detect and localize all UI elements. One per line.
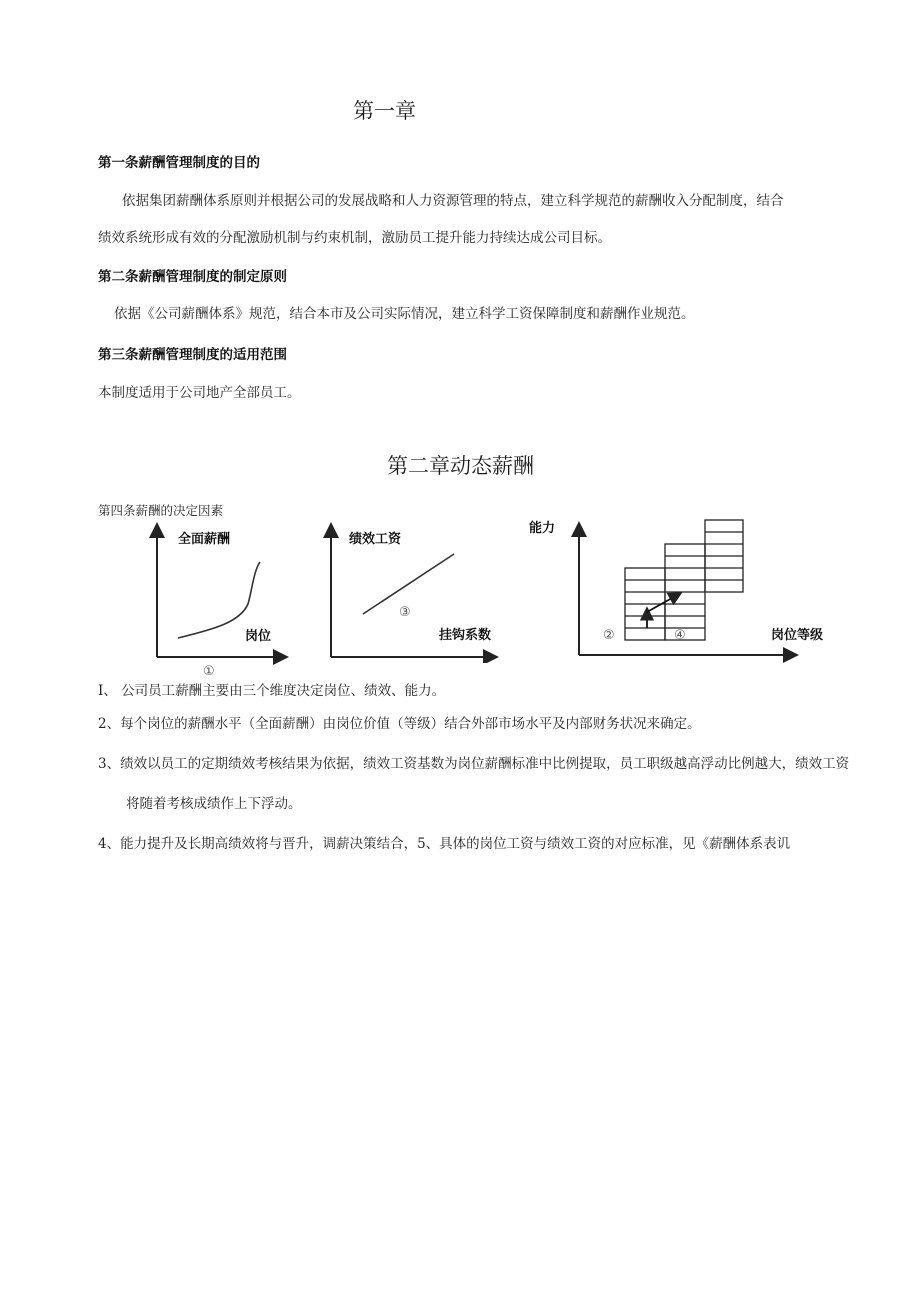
list-item-continuation: 将随着考核成绩作上下浮动。	[126, 796, 302, 812]
list-item: 3、绩效以员工的定期绩效考核结果为依据，绩效工资基数为岗位薪酬标准中比例提取，员工职级越高浮动比例越大，绩效工资	[98, 756, 850, 772]
paragraph-line: 绩效系统形成有效的分配激励机制与约束机制，激励员工提升能力持续达成公司目标。	[98, 230, 611, 246]
paragraph-line: 依据集团薪酬体系原则并根据公司的发展战略和人力资源管理的特点，建立科学规范的薪酬收入分配制度，结合	[122, 193, 784, 209]
x-axis-label: 岗位等级	[771, 628, 824, 643]
article-heading: 第三条薪酬管理制度的适用范围	[98, 347, 287, 363]
list-item: I、 公司员工薪酬主要由三个维度决定岗位、绩效、能力。	[98, 683, 446, 699]
article-heading: 第四条薪酬的决定因素	[98, 503, 224, 518]
performance-pay-diagram	[315, 518, 500, 663]
x-axis-label: 岗位	[245, 629, 272, 644]
marker-1: ①	[203, 664, 215, 678]
x-axis-label: 挂钩系数	[439, 628, 492, 643]
grade-band-blocks	[625, 520, 743, 640]
y-axis-label: 绩效工资	[349, 532, 402, 547]
promotion-arrow	[647, 593, 681, 612]
paragraph-line: 本制度适用于公司地产全部员工。	[98, 385, 301, 401]
article-heading: 第一条薪酬管理制度的目的	[98, 155, 260, 171]
chapter-title: 第二章动态薪酬	[387, 454, 534, 478]
chapter-title: 第一章	[353, 99, 416, 123]
ability-grade-diagram	[527, 515, 832, 663]
compensation-curve	[178, 562, 260, 638]
paragraph-line: 依据《公司薪酬体系》规范，结合本市及公司实际情况，建立科学工资保障制度和薪酬作业规范。	[114, 306, 695, 322]
marker-2: ②	[603, 628, 615, 643]
marker-3: ③	[399, 605, 411, 620]
y-axis-label: 全面薪酬	[178, 532, 231, 547]
y-axis-label: 能力	[529, 521, 556, 536]
marker-4: ④	[674, 628, 686, 643]
list-item: 4、能力提升及长期高绩效将与晋升，调薪决策结合，5、具体的岗位工资与绩效工资的对应标准，见《薪酬体系表讥	[98, 836, 791, 852]
compensation-position-diagram	[140, 518, 290, 678]
list-item: 2、每个岗位的薪酬水平（全面薪酬）由岗位价值（等级）结合外部市场水平及内部财务状况来确定。	[98, 716, 701, 732]
article-heading: 第二条薪酬管理制度的制定原则	[98, 269, 287, 285]
